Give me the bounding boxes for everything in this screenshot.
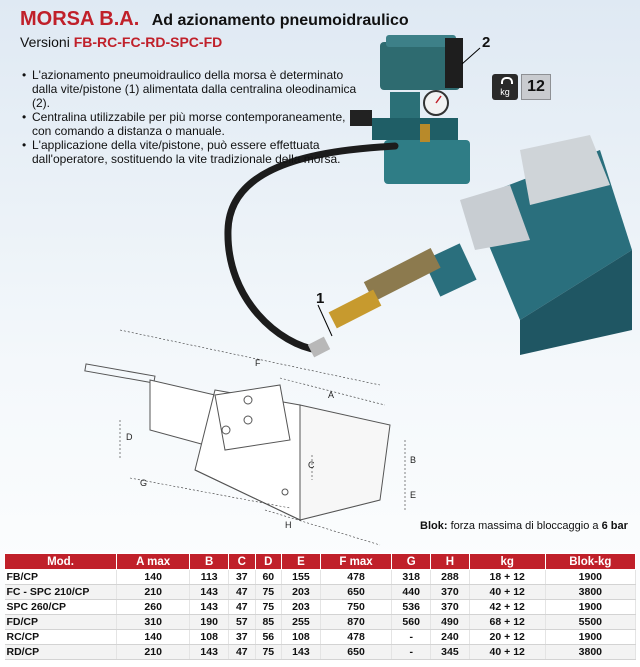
model-cell: FC - SPC 210/CP [5, 585, 117, 600]
col-header: C [229, 554, 256, 570]
table-row [5, 585, 636, 600]
model-cell: RD/CP [5, 645, 117, 660]
dim-label-h: H [285, 520, 292, 530]
table-cell: 3800 [545, 645, 635, 660]
blok-note [420, 520, 628, 532]
table-cell: 650 [320, 585, 392, 600]
table-cell: 318 [392, 570, 431, 585]
table-cell: 75 [255, 600, 282, 615]
table-cell: 260 [117, 600, 190, 615]
table-cell: 75 [255, 585, 282, 600]
dim-label-c: C [308, 460, 315, 470]
table-cell: 203 [282, 585, 321, 600]
col-header: A max [117, 554, 190, 570]
table-row [5, 630, 636, 645]
table-cell: 143 [190, 600, 229, 615]
table-cell: 240 [431, 630, 470, 645]
table-cell: 478 [320, 570, 392, 585]
dim-label-g: G [140, 478, 148, 488]
table-cell: 47 [229, 585, 256, 600]
table-cell: 18 + 12 [469, 570, 545, 585]
hydraulic-hose [228, 146, 395, 350]
table-cell: 40 + 12 [469, 645, 545, 660]
table-cell: 75 [255, 645, 282, 660]
table-cell: 37 [229, 570, 256, 585]
table-row [5, 645, 636, 660]
table-cell: 288 [431, 570, 470, 585]
table-cell: 37 [229, 630, 256, 645]
col-header: Mod. [5, 554, 117, 570]
col-header: F max [320, 554, 392, 570]
col-header: Blok-kg [545, 554, 635, 570]
table-cell: 210 [117, 585, 190, 600]
table-cell: 140 [117, 630, 190, 645]
table-cell: 113 [190, 570, 229, 585]
table-cell: 560 [392, 615, 431, 630]
table-cell: 140 [117, 570, 190, 585]
table-cell: 108 [190, 630, 229, 645]
model-cell: SPC 260/CP [5, 600, 117, 615]
table-cell: 143 [282, 645, 321, 660]
table-row [5, 570, 636, 585]
page-title-row [20, 8, 409, 31]
col-header: B [190, 554, 229, 570]
weight-badge [492, 74, 551, 100]
table-cell: 68 + 12 [469, 615, 545, 630]
dim-label-f: F [255, 358, 261, 368]
col-header: kg [469, 554, 545, 570]
blok-note-label: Blok: [420, 520, 448, 532]
weight-value: 12 [521, 74, 551, 100]
blok-note-value: 6 bar [601, 520, 628, 532]
table-cell: 650 [320, 645, 392, 660]
table-cell: 478 [320, 630, 392, 645]
versions-prefix: Versioni [20, 34, 70, 50]
model-cell: RC/CP [5, 630, 117, 645]
table-cell: 370 [431, 585, 470, 600]
table-header-row [5, 554, 636, 570]
table-cell: 40 + 12 [469, 585, 545, 600]
table-cell: 57 [229, 615, 256, 630]
table-cell: 155 [282, 570, 321, 585]
table-cell: - [392, 645, 431, 660]
table-cell: 56 [255, 630, 282, 645]
table-cell: 536 [392, 600, 431, 615]
table-cell: 345 [431, 645, 470, 660]
feature-list [22, 68, 362, 166]
col-header: H [431, 554, 470, 570]
table-cell: - [392, 630, 431, 645]
table-cell: 3800 [545, 585, 635, 600]
col-header: D [255, 554, 282, 570]
hydraulic-unit [350, 35, 470, 184]
dim-label-b: B [410, 455, 417, 465]
page-title: MORSA B.A. [20, 8, 140, 30]
table-cell: 108 [282, 630, 321, 645]
col-header: E [282, 554, 321, 570]
callout-piston: 1 [316, 290, 325, 307]
model-cell: FD/CP [5, 615, 117, 630]
col-header: G [392, 554, 431, 570]
callout-pump: 2 [482, 34, 491, 51]
table-cell: 42 + 12 [469, 600, 545, 615]
feature-item: • Centralina utilizzabile per più morse contemporaneamente, con comando a distanza o manuale. [22, 110, 362, 138]
table-cell: 60 [255, 570, 282, 585]
feature-item: • L'applicazione della vite/pistone, può essere effettuata dall'operatore, sostituendo la vite tradizionale della morsa. [22, 138, 362, 166]
table-cell: 5500 [545, 615, 635, 630]
table-cell: 203 [282, 600, 321, 615]
specs-table [4, 553, 636, 660]
table-cell: 47 [229, 600, 256, 615]
dim-label-e: E [410, 490, 417, 500]
table-cell: 370 [431, 600, 470, 615]
table-cell: 750 [320, 600, 392, 615]
table-cell: 1900 [545, 630, 635, 645]
table-cell: 490 [431, 615, 470, 630]
table-row [5, 615, 636, 630]
table-cell: 440 [392, 585, 431, 600]
versions-codes: FB-RC-FC-RD-SPC-FD [73, 34, 223, 50]
page-subtitle: Ad azionamento pneumoidraulico [151, 12, 409, 29]
model-cell: FB/CP [5, 570, 117, 585]
blok-note-text: forza massima di bloccaggio a [450, 520, 599, 532]
table-cell: 255 [282, 615, 321, 630]
table-cell: 210 [117, 645, 190, 660]
table-cell: 870 [320, 615, 392, 630]
table-body [5, 570, 636, 660]
versions-line [20, 34, 222, 50]
feature-item: • L'azionamento pneumoidraulico della morsa è determinato dalla vite/pistone (1) alimentata dalla centralina oleodinamica (2). [22, 68, 362, 110]
table-cell: 310 [117, 615, 190, 630]
dim-label-a: A [328, 390, 335, 400]
table-cell: 47 [229, 645, 256, 660]
dim-label-d: D [126, 432, 133, 442]
table-cell: 20 + 12 [469, 630, 545, 645]
table-cell: 85 [255, 615, 282, 630]
table-cell: 190 [190, 615, 229, 630]
weight-icon: kg [492, 74, 518, 100]
table-cell: 143 [190, 585, 229, 600]
table-cell: 1900 [545, 600, 635, 615]
table-cell: 1900 [545, 570, 635, 585]
table-row [5, 600, 636, 615]
table-cell: 143 [190, 645, 229, 660]
